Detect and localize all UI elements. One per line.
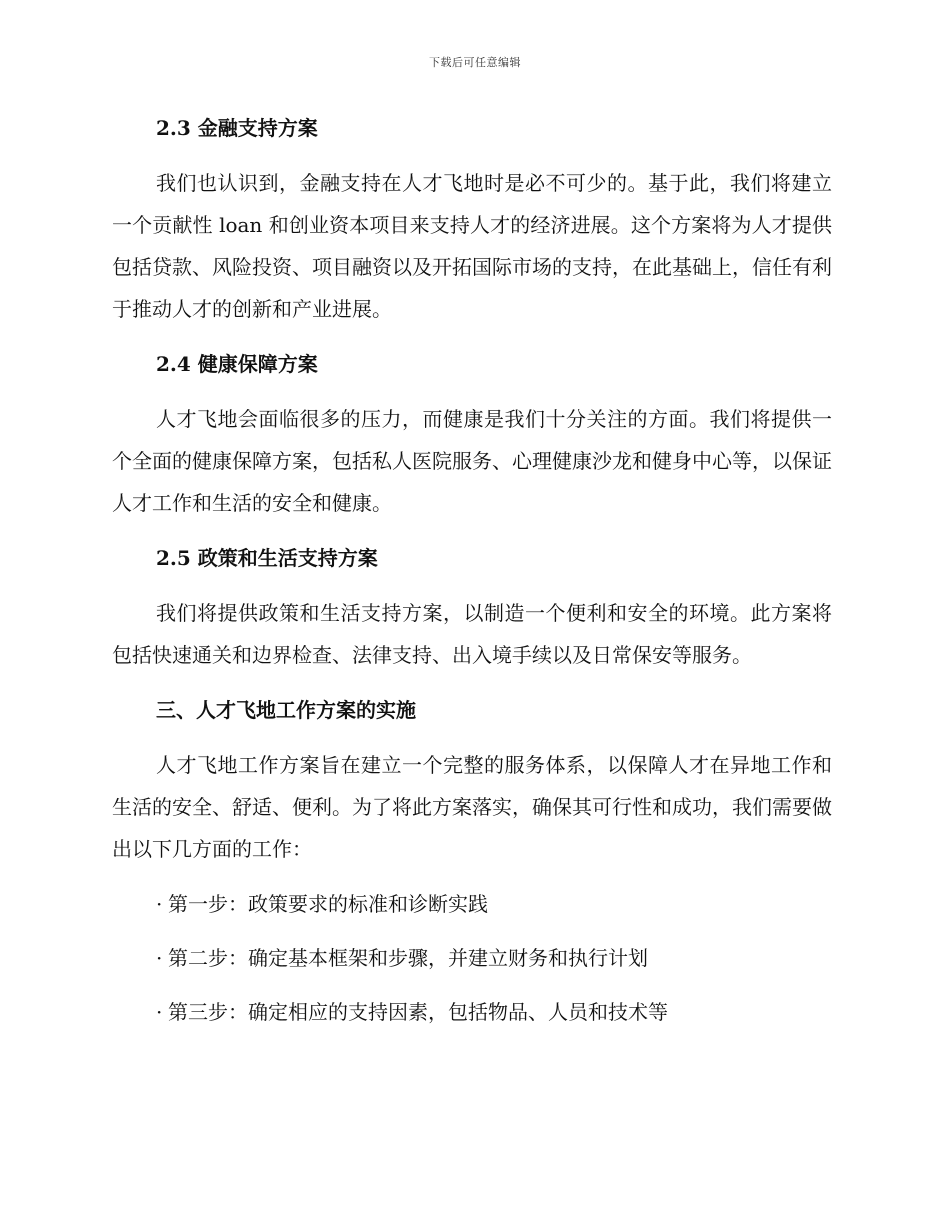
section-paragraph-2-4: 人才飞地会面临很多的压力，而健康是我们十分关注的方面。我们将提供一个全面的健康保障方案，包括私人医院服务、心理健康沙龙和健身中心等，以保证人才工作和生活的安全和健康。: [112, 407, 832, 515]
section-heading-2-3: 2.3 金融支持方案: [156, 116, 318, 140]
list-item: [112, 992, 832, 1032]
document-body: [112, 108, 832, 1046]
section-paragraph-2-3: 我们也认识到，金融支持在人才飞地时是必不可少的。基于此，我们将建立一个贡献性 loan 和创业资本项目来支持人才的经济进展。这个方案将为人才提供包括贷款、风险投资、项目融资以及开拓国际市场的支持，在此基础上，信任有利于推动人才的创新和产业进展。: [112, 171, 832, 321]
list-item-text: 第一步：政策要求的标准和诊断实践: [168, 892, 488, 916]
page-header: 下载后可任意编辑: [429, 56, 521, 69]
section-heading-2-5: 2.5 政策和生活支持方案: [156, 546, 378, 570]
list-item: [112, 884, 832, 924]
bullet-marker: ·: [156, 946, 163, 970]
list-item: [112, 938, 832, 978]
bullet-marker: ·: [156, 1000, 163, 1024]
bullet-marker: ·: [156, 892, 163, 916]
section-heading-3: 三、人才飞地工作方案的实施: [156, 698, 416, 722]
list-item-text: 第二步：确定基本框架和步骤，并建立财务和执行计划: [168, 946, 648, 970]
section-paragraph-2-5: 我们将提供政策和生活支持方案，以制造一个便利和安全的环境。此方案将包括快速通关和边界检查、法律支持、出入境手续以及日常保安等服务。: [112, 601, 832, 667]
section-paragraph-3: 人才飞地工作方案旨在建立一个完整的服务体系，以保障人才在异地工作和生活的安全、舒适、便利。为了将此方案落实，确保其可行性和成功，我们需要做出以下几方面的工作：: [112, 753, 832, 861]
list-item-text: 第三步：确定相应的支持因素，包括物品、人员和技术等: [168, 1000, 668, 1024]
section-heading-2-4: 2.4 健康保障方案: [156, 352, 318, 376]
